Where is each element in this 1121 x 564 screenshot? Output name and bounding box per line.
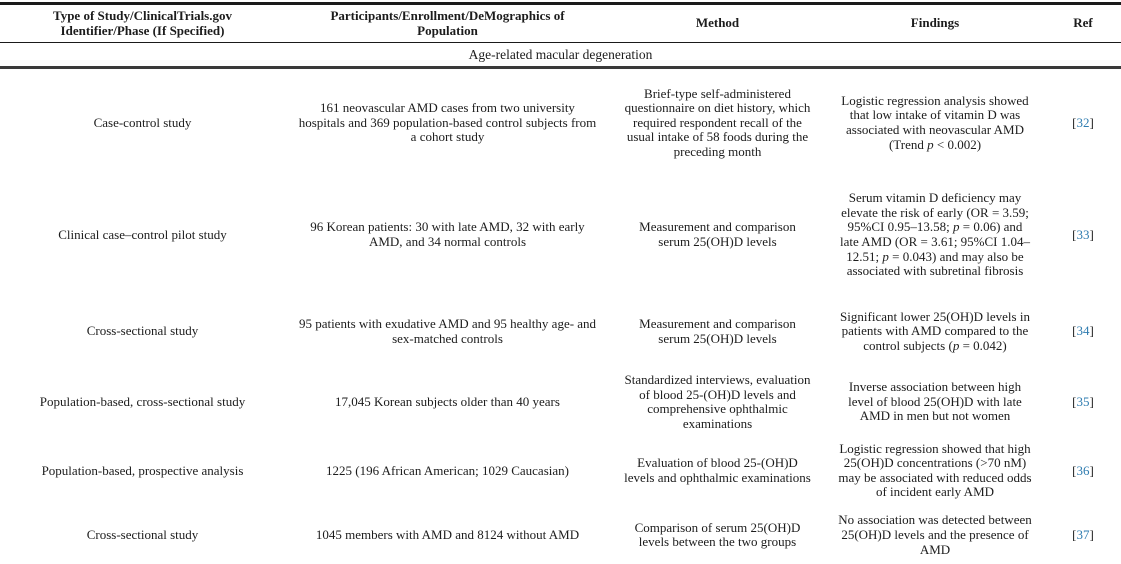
- participants-cell: 96 Korean patients: 30 with late AMD, 32 with early AMD, and 34 normal controls: [310, 219, 585, 249]
- study-type-cell: Population-based, cross-sectional study: [39, 393, 246, 409]
- table-row: [0, 507, 1121, 563]
- table-row: [0, 370, 1121, 434]
- ref-bracket-close: ]: [1089, 393, 1094, 409]
- study-type-cell: Clinical case–control pilot study: [58, 226, 227, 242]
- table-row: [0, 69, 1121, 177]
- header-findings: Findings: [910, 15, 960, 31]
- method-cell: Measurement and comparison serum 25(OH)D levels: [639, 219, 796, 249]
- ref-bracket-close: ]: [1089, 114, 1094, 130]
- ref-bracket-close: ]: [1089, 462, 1094, 478]
- participants-cell: 161 neovascular AMD cases from two university hospitals and 369 population-based control subjects from a cohort study: [298, 100, 597, 145]
- ref-cell: [1045, 321, 1121, 342]
- findings-cell: Logistic regression showed that high 25(OH)D concentrations (>70 nM) may be associated with reduced odds of incident early AMD: [838, 440, 1032, 500]
- findings-cell: Serum vitamin D deficiency may elevate the risk of early (OR = 3.59; 95%CI 0.95–13.58; p = 0.06) and late AMD (OR = 3.61; 95%CI 1.04–12.51; p = 0.043) and may also be associated with subretinal fibrosis: [839, 190, 1031, 279]
- participants-cell: 1225 (196 African American; 1029 Caucasian): [326, 462, 569, 478]
- participants-cell: 95 patients with exudative AMD and 95 healthy age- and sex-matched controls: [298, 315, 597, 346]
- method-cell: Evaluation of blood 25-(OH)D levels and ophthalmic examinations: [624, 455, 811, 485]
- ref-bracket-open: [: [1072, 323, 1077, 339]
- ref-cell: [1045, 461, 1121, 482]
- method-cell: Brief-type self-administered questionnaire on diet history, which required respondent recall of the usual intake of 58 foods during the preceding month: [624, 85, 811, 159]
- header-study-type: Type of Study/ClinicalTrials.gov Identifier/Phase (If Specified): [52, 7, 232, 38]
- findings-cell: Significant lower 25(OH)D levels in patients with AMD compared to the control subjects (p = 0.042): [840, 308, 1030, 353]
- ref-bracket-open: [: [1072, 114, 1077, 130]
- ref-citation-link[interactable]: 35: [1076, 393, 1090, 409]
- studies-table: [0, 2, 1121, 563]
- participants-cell: 17,045 Korean subjects older than 40 years: [335, 393, 560, 409]
- method-cell: Comparison of serum 25(OH)D levels between the two groups: [634, 519, 801, 550]
- ref-citation-link[interactable]: 34: [1076, 323, 1090, 339]
- table-row: [0, 177, 1121, 293]
- table-row: [0, 434, 1121, 507]
- ref-citation-link[interactable]: 32: [1076, 114, 1090, 130]
- findings-cell: Inverse association between high level of blood 25(OH)D with late AMD in men but not women: [848, 379, 1022, 424]
- ref-cell: [1045, 113, 1121, 134]
- method-cell: Measurement and comparison serum 25(OH)D levels: [639, 315, 796, 346]
- ref-bracket-close: ]: [1089, 226, 1094, 242]
- findings-cell: Logistic regression analysis showed that low intake of vitamin D was associated with neovascular AMD (Trend p < 0.002): [841, 92, 1029, 152]
- ref-cell: [1045, 225, 1121, 246]
- section-title: Age-related macular degeneration: [0, 43, 1121, 69]
- ref-bracket-open: [: [1072, 462, 1077, 478]
- ref-cell: [1045, 525, 1121, 546]
- participants-cell: 1045 members with AMD and 8124 without AMD: [315, 527, 580, 543]
- table-row: [0, 293, 1121, 370]
- header-method: Method: [695, 15, 740, 31]
- ref-bracket-open: [: [1072, 527, 1077, 543]
- ref-bracket-close: ]: [1089, 323, 1094, 339]
- ref-citation-link[interactable]: 33: [1076, 226, 1090, 242]
- study-type-cell: Cross-sectional study: [86, 527, 199, 543]
- ref-bracket-open: [: [1072, 226, 1077, 242]
- ref-citation-link[interactable]: 37: [1076, 527, 1090, 543]
- ref-bracket-open: [: [1072, 393, 1077, 409]
- ref-cell: [1045, 392, 1121, 413]
- study-type-cell: Case-control study: [93, 114, 192, 130]
- study-type-cell: Population-based, prospective analysis: [41, 462, 244, 478]
- ref-citation-link[interactable]: 36: [1076, 462, 1090, 478]
- method-cell: Standardized interviews, evaluation of blood 25-(OH)D levels and comprehensive ophthalmic examinations: [624, 372, 811, 431]
- header-participants: Participants/Enrollment/DeMographics of Population: [330, 7, 565, 38]
- header-ref: Ref: [1073, 15, 1093, 31]
- findings-cell: No association was detected between 25(OH)D levels and the presence of AMD: [838, 512, 1032, 557]
- study-type-cell: Cross-sectional study: [86, 323, 199, 339]
- table-header-row: [0, 5, 1121, 43]
- ref-bracket-close: ]: [1089, 527, 1094, 543]
